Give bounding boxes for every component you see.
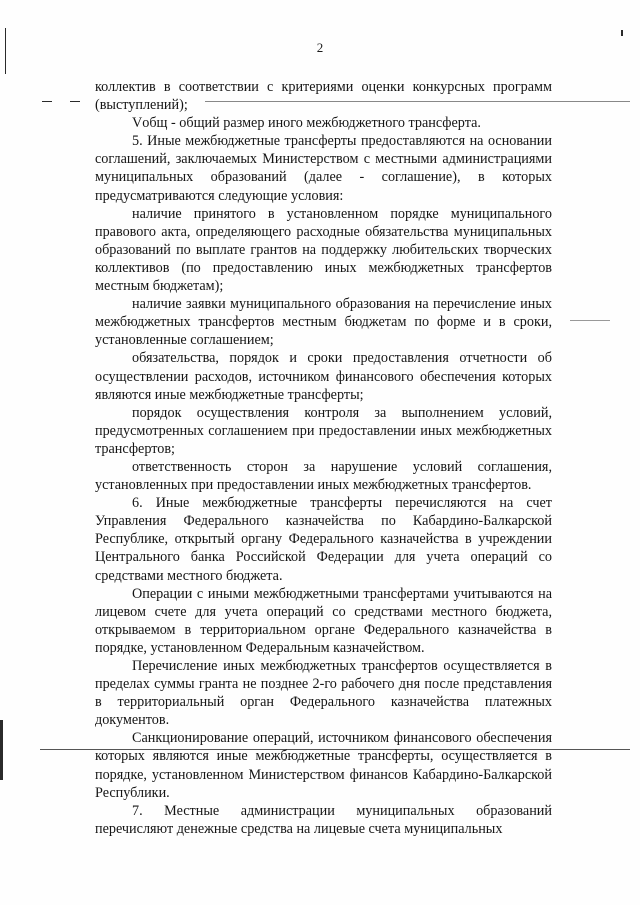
paragraph: Vобщ - общий размер иного межбюджетного трансферта. [132,115,481,132]
paragraph: наличие заявки муниципального образования на перечисление иных межбюджетных трансфертов местным бюджетам по форме и в сроки, установленные соглашением; [95,296,552,349]
paragraph: Перечисление иных межбюджетных трансфертов осуществляется в пределах суммы гранта не позднее 2-го рабочего дня после представления в территориальный орган Федерального казначейства платежных документов. [95,658,552,729]
paragraph: Операции с иными межбюджетными трансфертами учитываются на лицевом счете для учета операций со средствами местного бюджета, открываемом в территориальном органе Федерального казначейства в порядке, установленном Федеральным казначейством. [95,585,552,656]
paragraph: порядок осуществления контроля за выполнением условий, предусмотренных соглашением при предоставлении иных межбюджетных трансфертов; [95,404,552,457]
page-number: 2 [316,40,324,55]
paragraph: 5. Иные межбюджетные трансферты предоставляются на основании соглашений, заключаемых Министерством с местными администрациями муниципальных образований (далее - соглашение), в которых предусматриваются следующие условия: [95,133,552,204]
scan-dash-left [42,101,52,102]
paragraph: коллектив в соответствии с критериями оценки конкурсных программ (выступлений); [95,79,552,114]
paragraph: обязательства, порядок и сроки предоставления отчетности об осуществлении расходов, источником финансового обеспечения которых являются иные межбюджетные трансферты; [95,350,552,403]
scan-dash-left [70,101,80,102]
paragraph: наличие принятого в установленном порядке муниципального правового акта, определяющего расходные обязательства муниципальных образований по выплате грантов на поддержку любительских творческих коллективов (по предоставлению иных межбюджетных трансфертов местным бюджетам); [95,205,552,295]
scan-dash-right [570,320,610,321]
scan-bar-left [0,720,3,780]
document-body [95,78,552,838]
paragraph: 7. Местные администрации муниципальных образований перечисляют денежные средства на лицевые счета муниципальных [95,802,552,837]
scan-tick-right [621,30,623,36]
paragraph: 6. Иные межбюджетные трансферты перечисляются на счет Управления Федерального казначейства по Кабардино-Балкарской Республике, открытый органу Федерального казначейства в учреждении Центрального банка Российской Федерации для учета операций со средствами местного бюджета. [95,495,552,584]
paragraph: Санкционирование операций, источником финансового обеспечения которых являются иные межбюджетные трансферты, осуществляется в порядке, установленном Министерством финансов Кабардино-Балкарской Республики. [95,730,552,801]
paragraph: ответственность сторон за нарушение условий соглашения, установленных при предоставлении иных межбюджетных трансфертов. [95,458,552,494]
